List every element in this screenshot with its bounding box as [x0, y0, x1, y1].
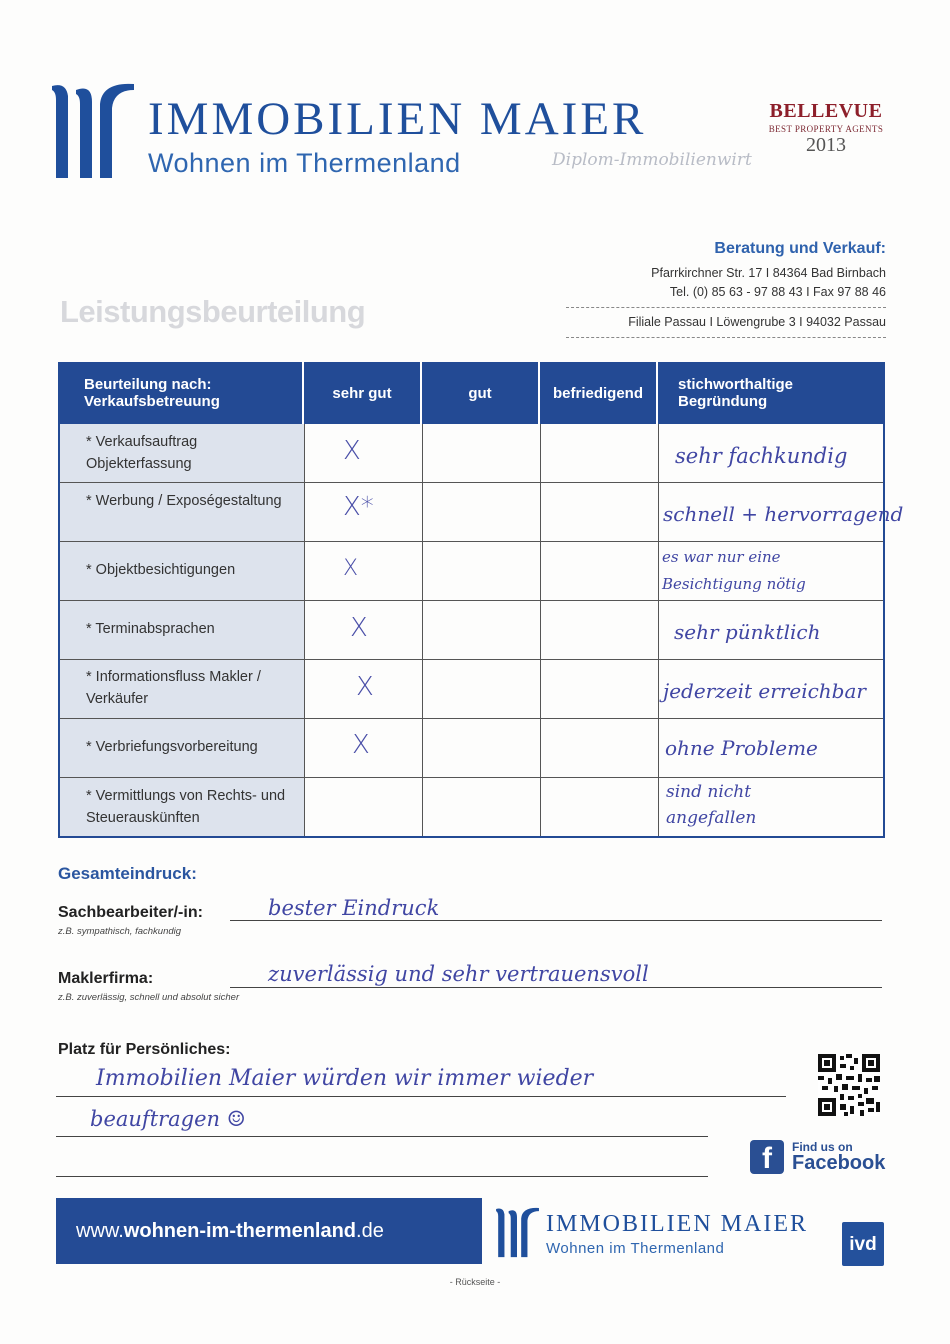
personal-label: Platz für Persönliches: [58, 1041, 231, 1058]
header-criteria: Beurteilung nach: Verkaufsbetreuung [84, 376, 220, 410]
column-divider [304, 424, 305, 836]
brand-title: IMMOBILIEN MAIER [148, 93, 647, 145]
firm-field [58, 970, 239, 1003]
contact-branch: Filiale Passau I Löwengrube 3 I 94032 Passau [628, 315, 886, 329]
header-gut: gut [468, 384, 492, 402]
handwritten-reason: sehr fachkundig [675, 444, 848, 468]
header-sehr-gut: sehr gut [332, 384, 392, 402]
header-reason: stichworthaltige Begründung [678, 376, 794, 410]
column-divider [656, 362, 658, 424]
handwritten-note: Diplom-Immobilienwirt [552, 150, 752, 170]
footer-url-bar[interactable] [56, 1198, 482, 1264]
company-logo-mark [48, 78, 136, 182]
header-befriedigend: befriedigend [552, 384, 643, 402]
row-label: * Informationsfluss Makler / Verkäufer [86, 669, 261, 707]
firm-label: Maklerfirma: [58, 970, 154, 987]
personal-rule-1 [56, 1096, 786, 1097]
document-title: Leistungsbeurteilung [60, 294, 366, 329]
firm-hint: z.B. zuverlässig, schnell und absolut sicher [58, 992, 240, 1003]
column-divider [538, 362, 540, 424]
column-divider [420, 362, 422, 424]
agent-field [58, 904, 203, 937]
divider [566, 337, 886, 338]
row-label: * Verbriefungsvorbereitung [86, 739, 258, 755]
handwritten-reason: sehr pünktlich [674, 620, 821, 644]
column-divider [422, 424, 423, 836]
facebook-icon: f [750, 1140, 784, 1174]
column-divider [658, 424, 659, 836]
checkmark-x: X [343, 436, 361, 466]
personal-line-1: Immobilien Maier würden wir immer wieder [96, 1066, 594, 1091]
contact-phone: Tel. (0) 85 63 - 97 88 43 I Fax 97 88 46 [669, 285, 886, 299]
contact-title: Beratung und Verkauf: [714, 240, 886, 257]
checkmark-x: X [350, 613, 368, 643]
award-tagline: BEST PROPERTY AGENTS [768, 124, 884, 134]
checkmark-x: X [352, 730, 370, 760]
facebook-link[interactable] [750, 1138, 886, 1178]
personal-rule-2 [56, 1136, 708, 1137]
rating-table [58, 362, 904, 840]
row-divider [60, 718, 883, 719]
url-prefix: www. [76, 1220, 124, 1242]
row-label: * Werbung / Exposégestaltung [86, 493, 282, 509]
personal-line-2: beauftragen ☺ [90, 1107, 246, 1131]
table-body [58, 424, 904, 838]
column-divider [302, 362, 304, 424]
agent-label: Sachbearbeiter/-in: [58, 904, 203, 921]
row-label: * Vermittlungs von Rechts- und Steuerauskünften [86, 788, 286, 826]
agent-value: bester Eindruck [268, 896, 440, 920]
handwritten-reason: sind nicht angefallen [666, 782, 757, 828]
bellevue-award-badge [762, 100, 890, 166]
award-year: 2013 [806, 134, 846, 156]
facebook-line-2: Facebook [792, 1152, 886, 1174]
column-divider [540, 424, 541, 836]
firm-line [230, 987, 882, 988]
agent-line [230, 920, 882, 921]
row-divider [60, 659, 883, 660]
personal-rule-3 [56, 1176, 708, 1177]
divider [566, 307, 886, 308]
url-suffix: .de [356, 1220, 384, 1242]
handwritten-reason: schnell + hervorragend [663, 502, 904, 526]
checkmark-x: X [356, 672, 374, 702]
row-divider [60, 777, 883, 778]
handwritten-reason: es war nur eine Besichtigung nötig [662, 548, 806, 593]
ivd-badge: ivd [842, 1222, 884, 1266]
contact-address: Pfarrkirchner Str. 17 I 84364 Bad Birnbach [651, 266, 886, 280]
agent-hint: z.B. sympathisch, fachkundig [58, 926, 182, 937]
website-link[interactable] [76, 1220, 384, 1243]
contact-block [566, 240, 886, 345]
overall-title: Gesamteindruck: [58, 864, 197, 883]
checkmark-x: X [343, 556, 359, 581]
row-label: * Verkaufsauftrag Objekterfassung [86, 434, 198, 472]
qr-code-icon[interactable] [818, 1054, 880, 1116]
footer-logo-mark [494, 1203, 540, 1261]
row-divider [60, 600, 883, 601]
row-divider [60, 541, 883, 542]
facebook-line-1: Find us on [792, 1140, 853, 1154]
brand-subtitle: Wohnen im Thermenland [148, 148, 461, 178]
handwritten-reason: ohne Probleme [665, 736, 818, 760]
checkmark-x: X* [343, 492, 374, 522]
firm-value: zuverlässig und sehr vertrauensvoll [268, 962, 649, 986]
row-label: * Objektbesichtigungen [86, 562, 236, 578]
footer-brand-subtitle: Wohnen im Thermenland [546, 1240, 725, 1257]
row-divider [60, 482, 883, 483]
row-label: * Terminabsprachen [86, 621, 215, 637]
table-header [58, 362, 885, 424]
award-name: BELLEVUE [769, 100, 883, 122]
handwritten-reason: jederzeit erreichbar [663, 679, 866, 703]
footer-brand-title: IMMOBILIEN MAIER [546, 1211, 808, 1237]
page-note: - Rückseite - [449, 1277, 501, 1287]
url-domain: wohnen-im-thermenland [123, 1220, 357, 1242]
